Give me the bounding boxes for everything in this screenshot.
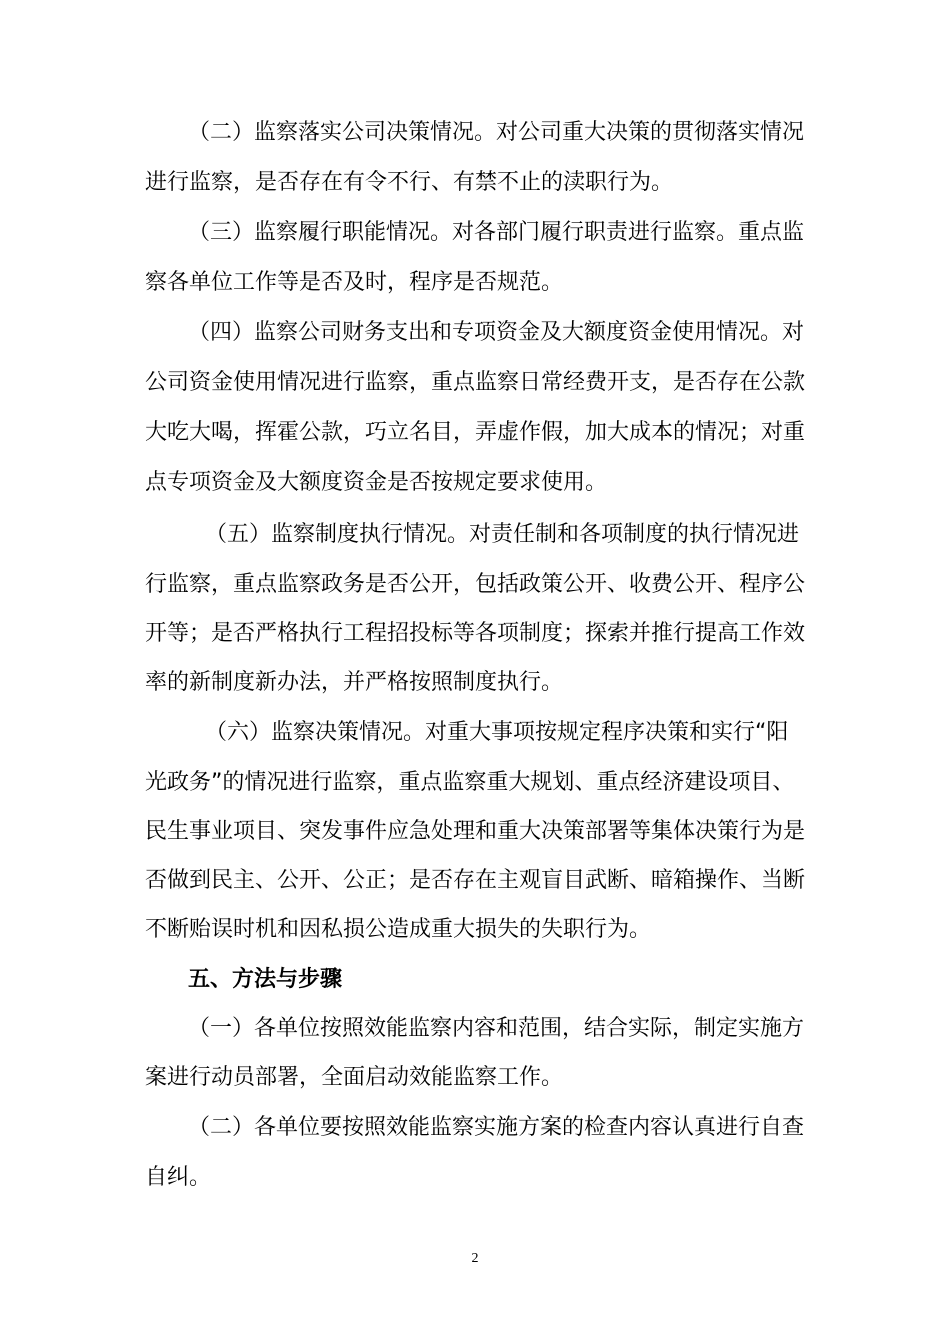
paragraph-line: 自纠。 [145,1165,212,1190]
paragraph-line: 光政务”的情况进行监察，重点监察重大规划、重点经济建设项目、 [145,770,795,795]
paragraph-line: （二）监察落实公司决策情况。对公司重大决策的贯彻落实情况 [188,120,805,145]
paragraph-line: 大吃大喝，挥霍公款，巧立名目，弄虚作假，加大成本的情况；对重 [145,420,806,445]
paragraph-line: 否做到民主、公开、公正；是否存在主观盲目武断、暗箱操作、当断 [145,868,806,893]
paragraph-line: 行监察，重点监察政务是否公开，包括政策公开、收费公开、程序公 [145,572,806,597]
paragraph-line: 进行监察，是否存在有令不行、有禁不止的渎职行为。 [145,170,674,195]
paragraph-line: 率的新制度新办法，并严格按照制度执行。 [145,670,564,695]
paragraph-line: （三）监察履行职能情况。对各部门履行职责进行监察。重点监 [188,220,805,245]
paragraph-line: （四）监察公司财务支出和专项资金及大额度资金使用情况。对 [188,320,805,345]
paragraph-line: （五）监察制度执行情况。对责任制和各项制度的执行情况进 [205,522,800,547]
paragraph-line: 点专项资金及大额度资金是否按规定要求使用。 [145,470,608,495]
paragraph-line: 案进行动员部署，全面启动效能监察工作。 [145,1065,564,1090]
paragraph-line: 民生事业项目、突发事件应急处理和重大决策部署等集体决策行为是 [145,819,806,844]
paragraph-line: （二）各单位要按照效能监察实施方案的检查内容认真进行自查 [188,1115,805,1140]
section-heading: 五、方法与步骤 [188,967,343,992]
paragraph-line: 公司资金使用情况进行监察，重点监察日常经费开支，是否存在公款 [145,370,806,395]
paragraph-line: （一）各单位按照效能监察内容和范围，结合实际，制定实施方 [188,1016,805,1041]
paragraph-line: （六）监察决策情况。对重大事项按规定程序决策和实行“阳 [205,720,789,745]
paragraph-line: 察各单位工作等是否及时，程序是否规范。 [145,270,564,295]
paragraph-line: 开等；是否严格执行工程招投标等各项制度；探索并推行提高工作效 [145,621,806,646]
paragraph-line: 不断贻误时机和因私损公造成重大损失的失职行为。 [145,917,652,942]
page-number: 2 [471,1251,479,1266]
